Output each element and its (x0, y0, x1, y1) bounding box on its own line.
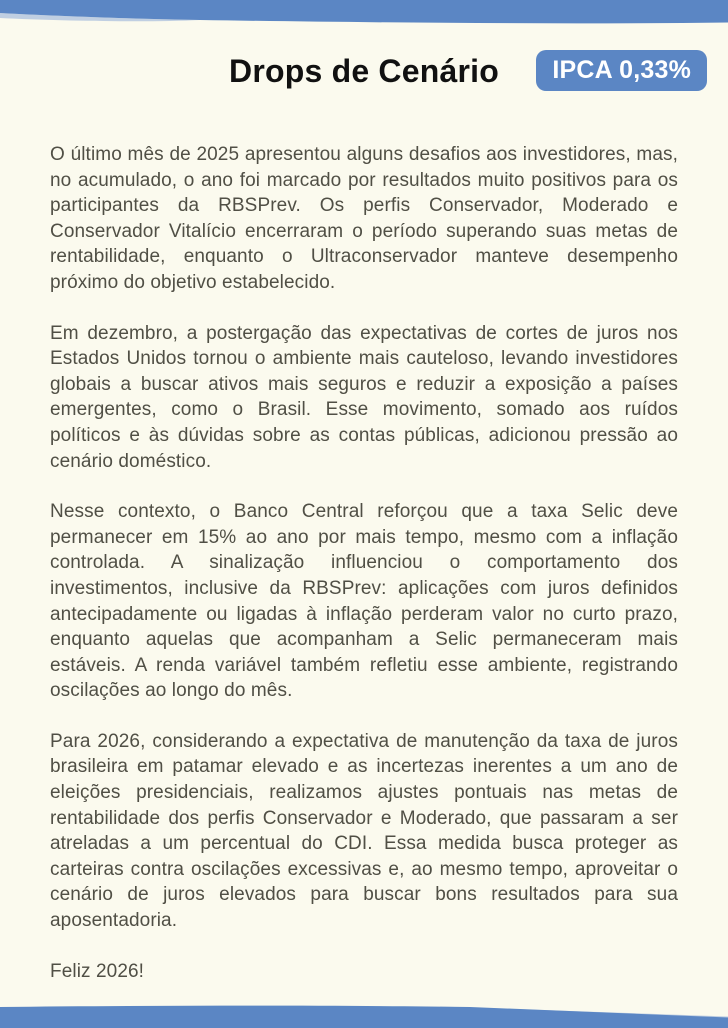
paragraph-4: Para 2026, considerando a expectativa de manutenção da taxa de juros brasileira em patamar elevado e as incertezas inerentes a um ano de eleições presidenciais, realizamos ajustes pontuais nas metas de rentabilidade dos perfis Conservador e Moderado, que passaram a ser atreladas a um percentual do CDI. Essa medida busca proteger as carteiras contra oscilações excessivas e, ao mesmo tempo, aproveitar o cenário de juros elevados para buscar bons resultados para sua aposentadoria. (50, 730, 678, 932)
page-title: Drops de Cenário (229, 53, 499, 89)
ipca-badge (536, 50, 707, 91)
top-wave-decoration (0, 0, 728, 26)
paragraph-2: Em dezembro, a postergação das expectativas de cortes de juros nos Estados Unidos tornou o ambiente mais cauteloso, levando investidores globais a buscar ativos mais seguros e reduzir a exposição a países emergentes, como o Brasil. Esse movimento, somado aos ruídos políticos e às dúvidas sobre as contas públicas, adicionou pressão ao cenário doméstico. (50, 322, 678, 472)
header (0, 50, 728, 92)
paragraph-3: Nesse contexto, o Banco Central reforçou que a taxa Selic deve permanecer em 15% ao ano por mais tempo, mesmo com a inflação controlada. A sinalização influenciou o comportamento dos investimentos, inclusive da RBSPrev: aplicações com juros definidos antecipadamente ou ligadas à inflação perderam valor no curto prazo, enquanto aquelas que acompanham a Selic permaneceram mais estáveis. A renda variável também refletiu esse ambiente, registrando oscilações ao longo do mês. (50, 501, 678, 702)
article-body (50, 142, 678, 984)
closing-message: Feliz 2026! (50, 960, 145, 982)
ipca-badge-label: IPCA 0,33% (552, 56, 691, 84)
bottom-wave-decoration (0, 1003, 728, 1028)
paragraph-1: O último mês de 2025 apresentou alguns desafios aos investidores, mas, no acumulado, o ano foi marcado por resultados muito positivos para os participantes da RBSPrev. Os perfis Conservador, Moderado e Conservador Vitalício encerraram o período superando suas metas de rentabilidade, enquanto o Ultraconservador manteve desempenho próximo do objetivo estabelecido. (50, 144, 678, 293)
